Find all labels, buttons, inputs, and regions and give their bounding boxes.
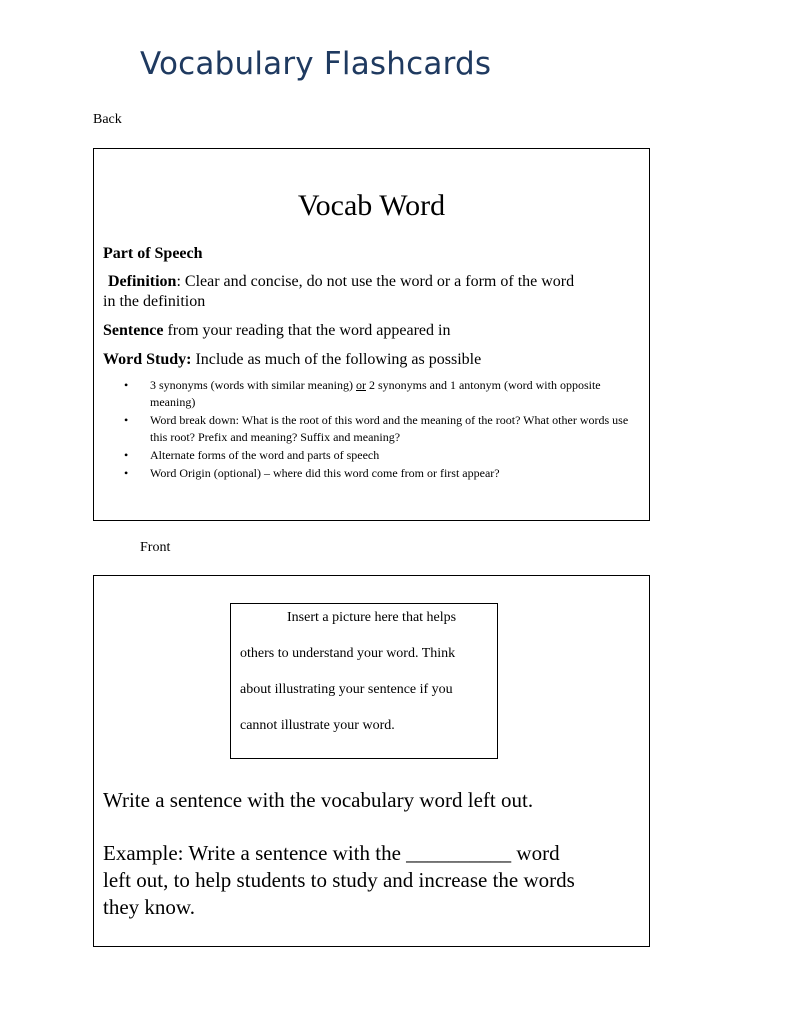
vocab-word-heading: Vocab Word (297, 189, 446, 222)
page-title: Vocabulary Flashcards (140, 46, 492, 82)
example-line: left out, to help students to study and increase the words (103, 868, 575, 892)
back-card (93, 148, 650, 521)
sentence-line (103, 321, 641, 341)
definition-label: Definition (108, 273, 177, 290)
word-study-text: Include as much of the following as possible (191, 351, 482, 368)
example-line: they know. (103, 895, 195, 919)
word-study-label: Word Study: (103, 351, 192, 368)
definition-text: : Clear and concise, do not use the word or a form of the word (176, 273, 575, 290)
word-study-line (103, 350, 641, 370)
front-card (93, 575, 650, 947)
part-of-speech-label: Part of Speech (103, 245, 203, 262)
front-label: Front (140, 540, 171, 555)
sentence-label: Sentence (103, 322, 164, 339)
picture-text-line: Insert a picture here that helps (287, 610, 457, 625)
back-label: Back (93, 112, 122, 127)
list-item-text: 2 synonyms and 1 antonym (word with opposite meaning) (150, 378, 601, 409)
definition-text-cont: in the definition (103, 293, 206, 310)
picture-placeholder (230, 603, 498, 759)
definition-line (108, 272, 641, 292)
list-item: • Word Origin (optional) – where did this word come from or first appear? (124, 465, 637, 482)
example-line: Example: Write a sentence with the __________ word (103, 841, 560, 865)
word-study-list (124, 377, 637, 483)
picture-text-line: cannot illustrate your word. (240, 718, 395, 733)
list-item: • Alternate forms of the word and parts of speech (124, 447, 637, 464)
list-item-text: 3 synonyms (words with similar meaning) (150, 378, 356, 392)
list-item (124, 377, 637, 411)
picture-text-line: others to understand your word. Think (240, 646, 456, 661)
list-item-or: or (355, 378, 366, 392)
picture-text-line: about illustrating your sentence if you (240, 682, 453, 697)
instruction-text: Write a sentence with the vocabulary word left out. (103, 788, 534, 812)
sentence-text: from your reading that the word appeared in (163, 322, 451, 339)
list-item: • Word break down: What is the root of this word and the meaning of the root? What other words use this root? Prefix and meaning? Suffix and meaning? (124, 412, 637, 446)
